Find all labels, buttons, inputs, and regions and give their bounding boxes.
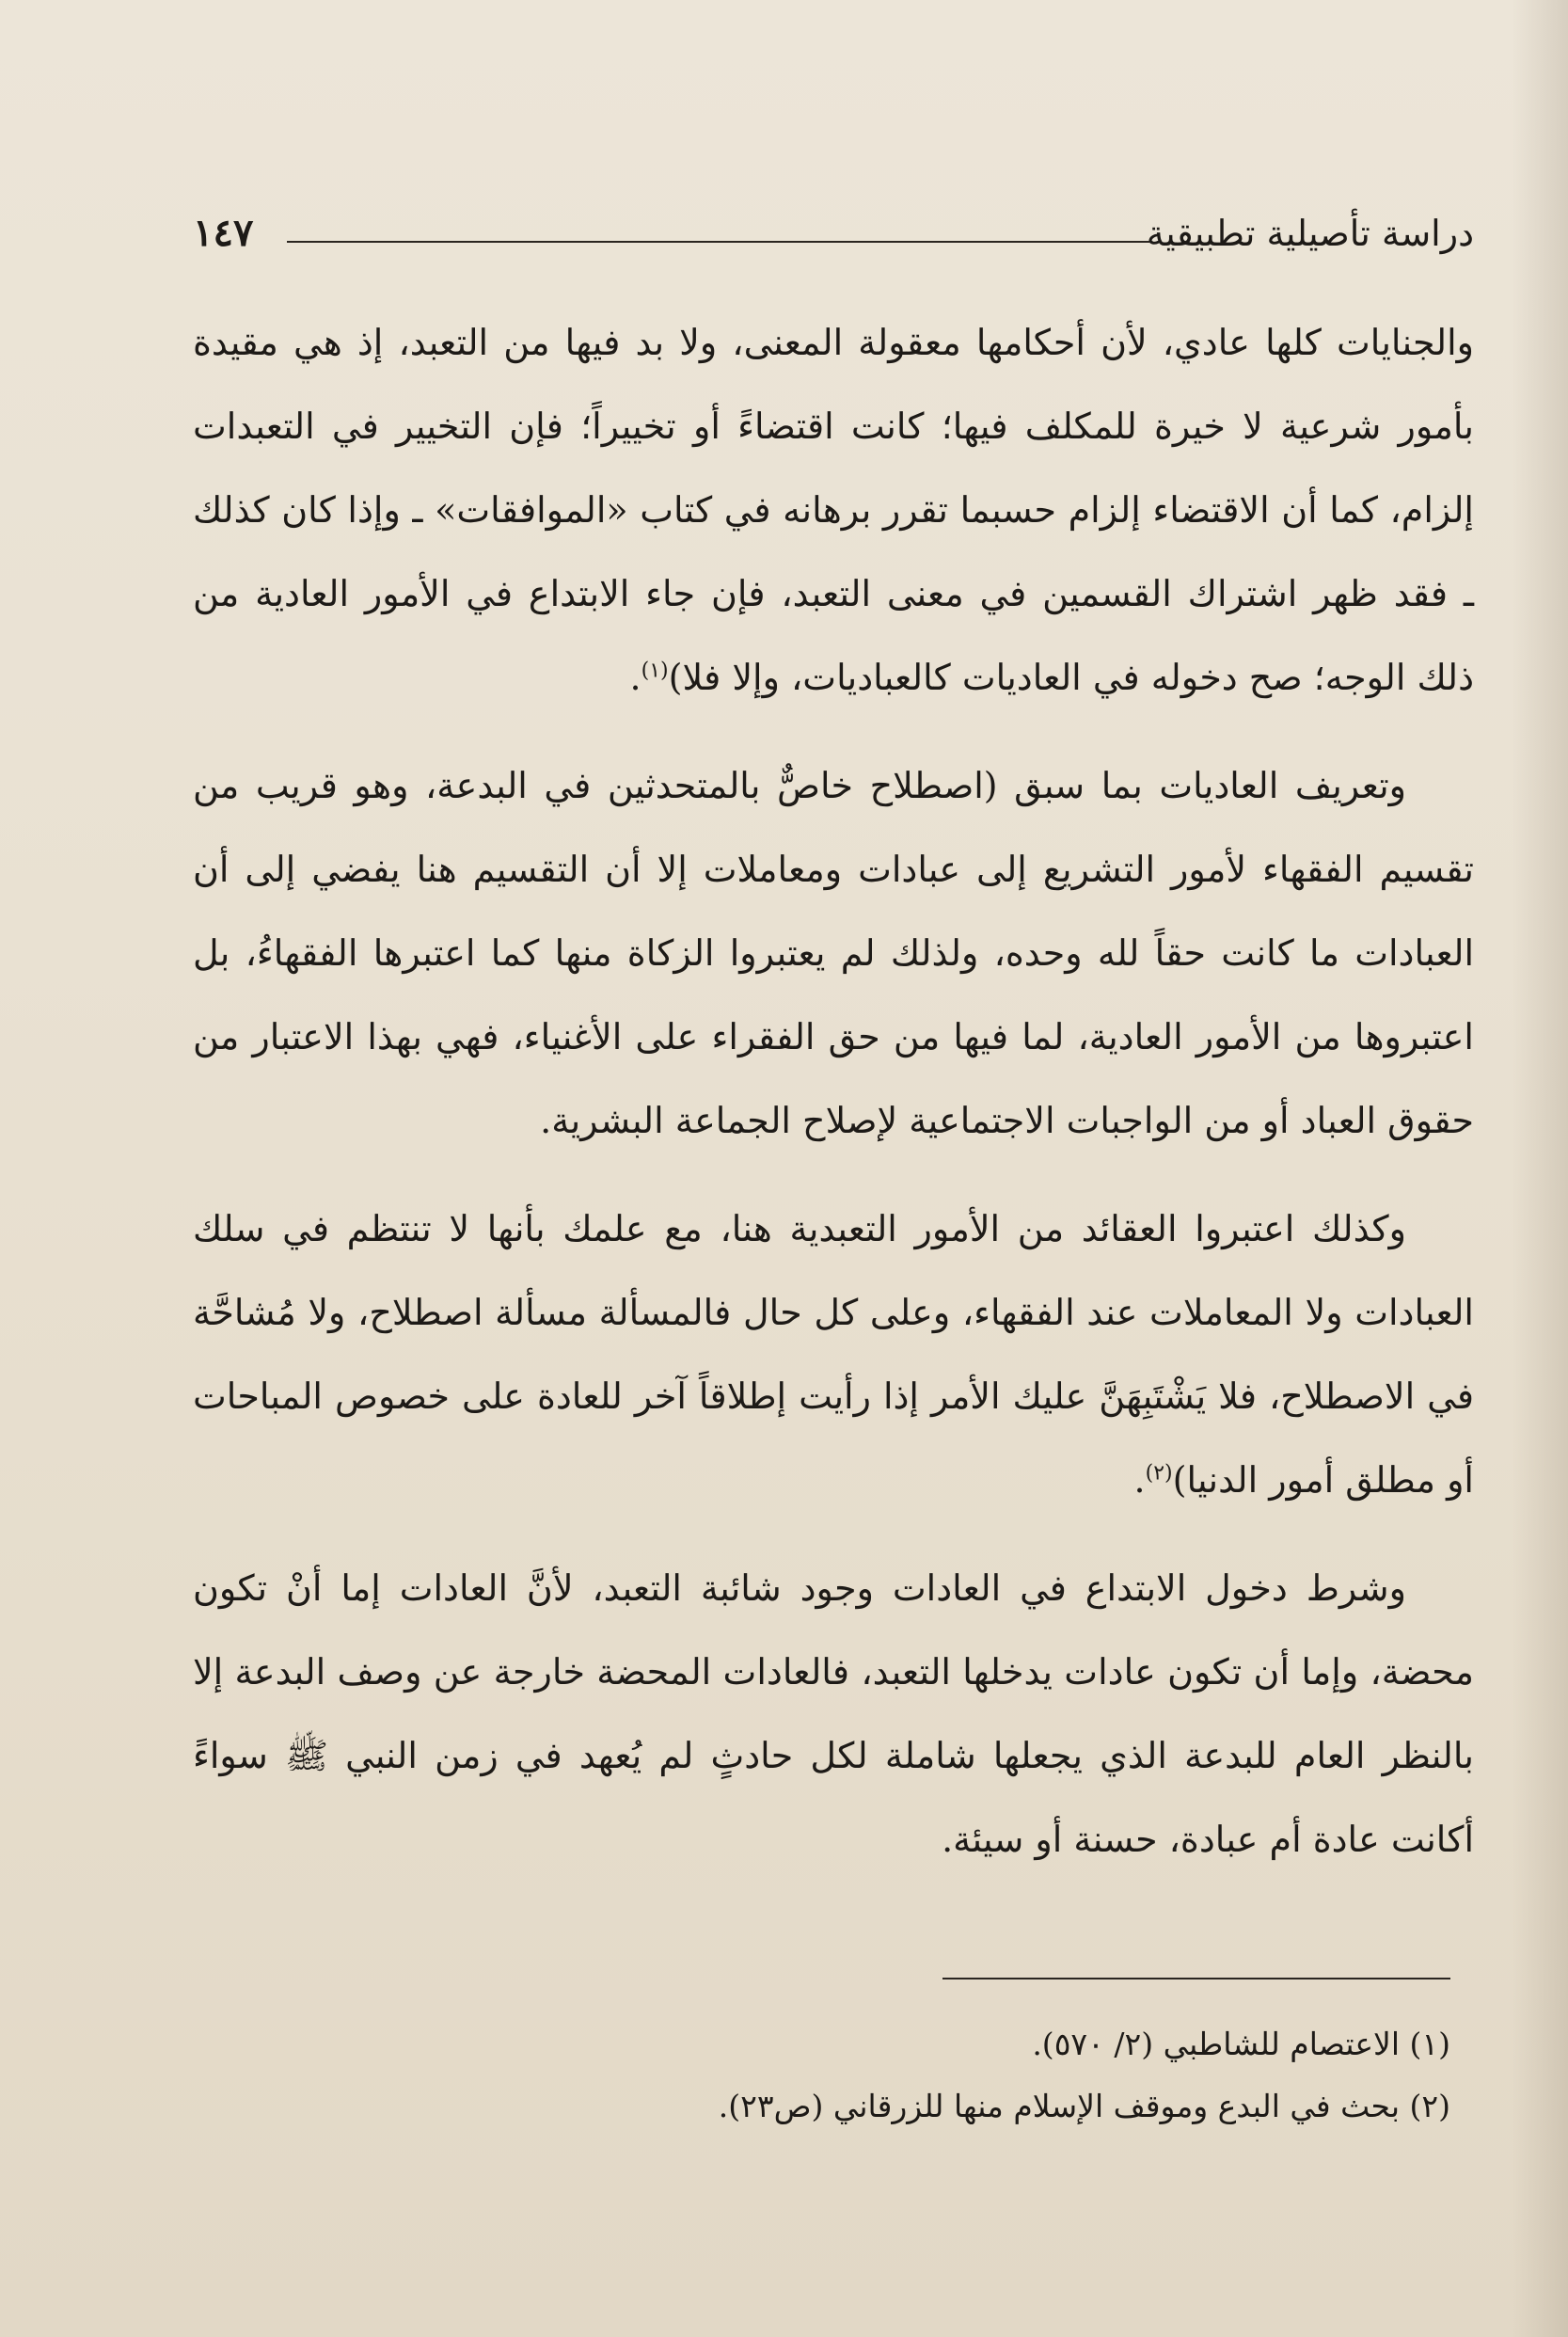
paragraph-4: وشرط دخول الابتداع في العادات وجود شائبة التعبد، لأنَّ العادات إما أنْ تكون محضة، وإما أن تكون عادات يدخلها التعبد، فالعادات المحضة خارجة عن وصف البدعة إلا بالنظر العام للبدعة الذي يجعلها شاملة لكل حادثٍ لم يُعهد في زمن النبي ﷺ سواءً أكانت عادة أم عبادة، حسنة أو سيئة. (193, 1567, 1474, 1860)
footnote-separator (942, 1978, 1450, 1979)
header-rule (287, 241, 1149, 243)
footnote-ref-1: (١) (641, 659, 669, 683)
footnotes (193, 2013, 1450, 2138)
paragraph-3: وكذلك اعتبروا العقائد من الأمور التعبدية هنا، مع علمك بأنها لا تنتظم في سلك العبادات ولا المعاملات عند الفقهاء، وعلى كل حال فالمسألة مسألة اصطلاح، ولا مُشاحَّة في الاصطلاح، فلا يَشْتَبِهَنَّ عليك الأمر إذا رأيت إطلاقاً آخر للعادة على خصوص المباحات أو مطلق أمور الدنيا)$^{(٢)}$. (193, 1208, 1475, 1501)
page-gutter-shadow (1512, 0, 1568, 2337)
running-header (193, 205, 1474, 262)
main-text (193, 301, 1474, 1906)
paragraph-1: والجنايات كلها عادي، لأن أحكامها معقولة المعنى، ولا بد فيها من التعبد، إذ هي مقيدة بأمور شرعية لا خيرة للمكلف فيها؛ كانت اقتضاءً أو تخييراً؛ فإن التخيير في التعبدات إلزام، كما أن الاقتضاء إلزام حسبما تقرر برهانه في كتاب «الموافقات» ـ وإذا كان كذلك ـ فقد ظهر اشتراك القسمين في معنى التعبد، فإن جاء الابتداع في الأمور العادية من ذلك الوجه؛ صح دخوله في العاديات كالعباديات، وإلا فلا)$^{(١)}$. (193, 322, 1474, 698)
page-number: ١٤٧ (193, 211, 254, 255)
paragraph-2: وتعريف العاديات بما سبق (اصطلاح خاصٌّ بالمتحدثين في البدعة، وهو قريب من تقسيم الفقهاء لأمور التشريع إلى عبادات ومعاملات إلا أن التقسيم هنا يفضي إلى أن العبادات ما كانت حقاً لله وحده، ولذلك لم يعتبروا الزكاة منها كما اعتبرها الفقهاءُ، بل اعتبروها من الأمور العادية، لما فيها من حق الفقراء على الأغنياء، فهي بهذا الاعتبار من حقوق العباد أو من الواجبات الاجتماعية لإصلاح الجماعة البشرية. (193, 765, 1474, 1141)
header-title: دراسة تأصيلية تطبيقية (1146, 213, 1474, 254)
footnote-2: (٢) بحث في البدع وموقف الإسلام منها للزرقاني (ص٢٣). (718, 2088, 1450, 2124)
footnote-ref-2: (٢) (1145, 1461, 1173, 1486)
footnote-1: (١) الاعتصام للشاطبي (٢/ ٥٧٠). (1032, 2026, 1450, 2062)
